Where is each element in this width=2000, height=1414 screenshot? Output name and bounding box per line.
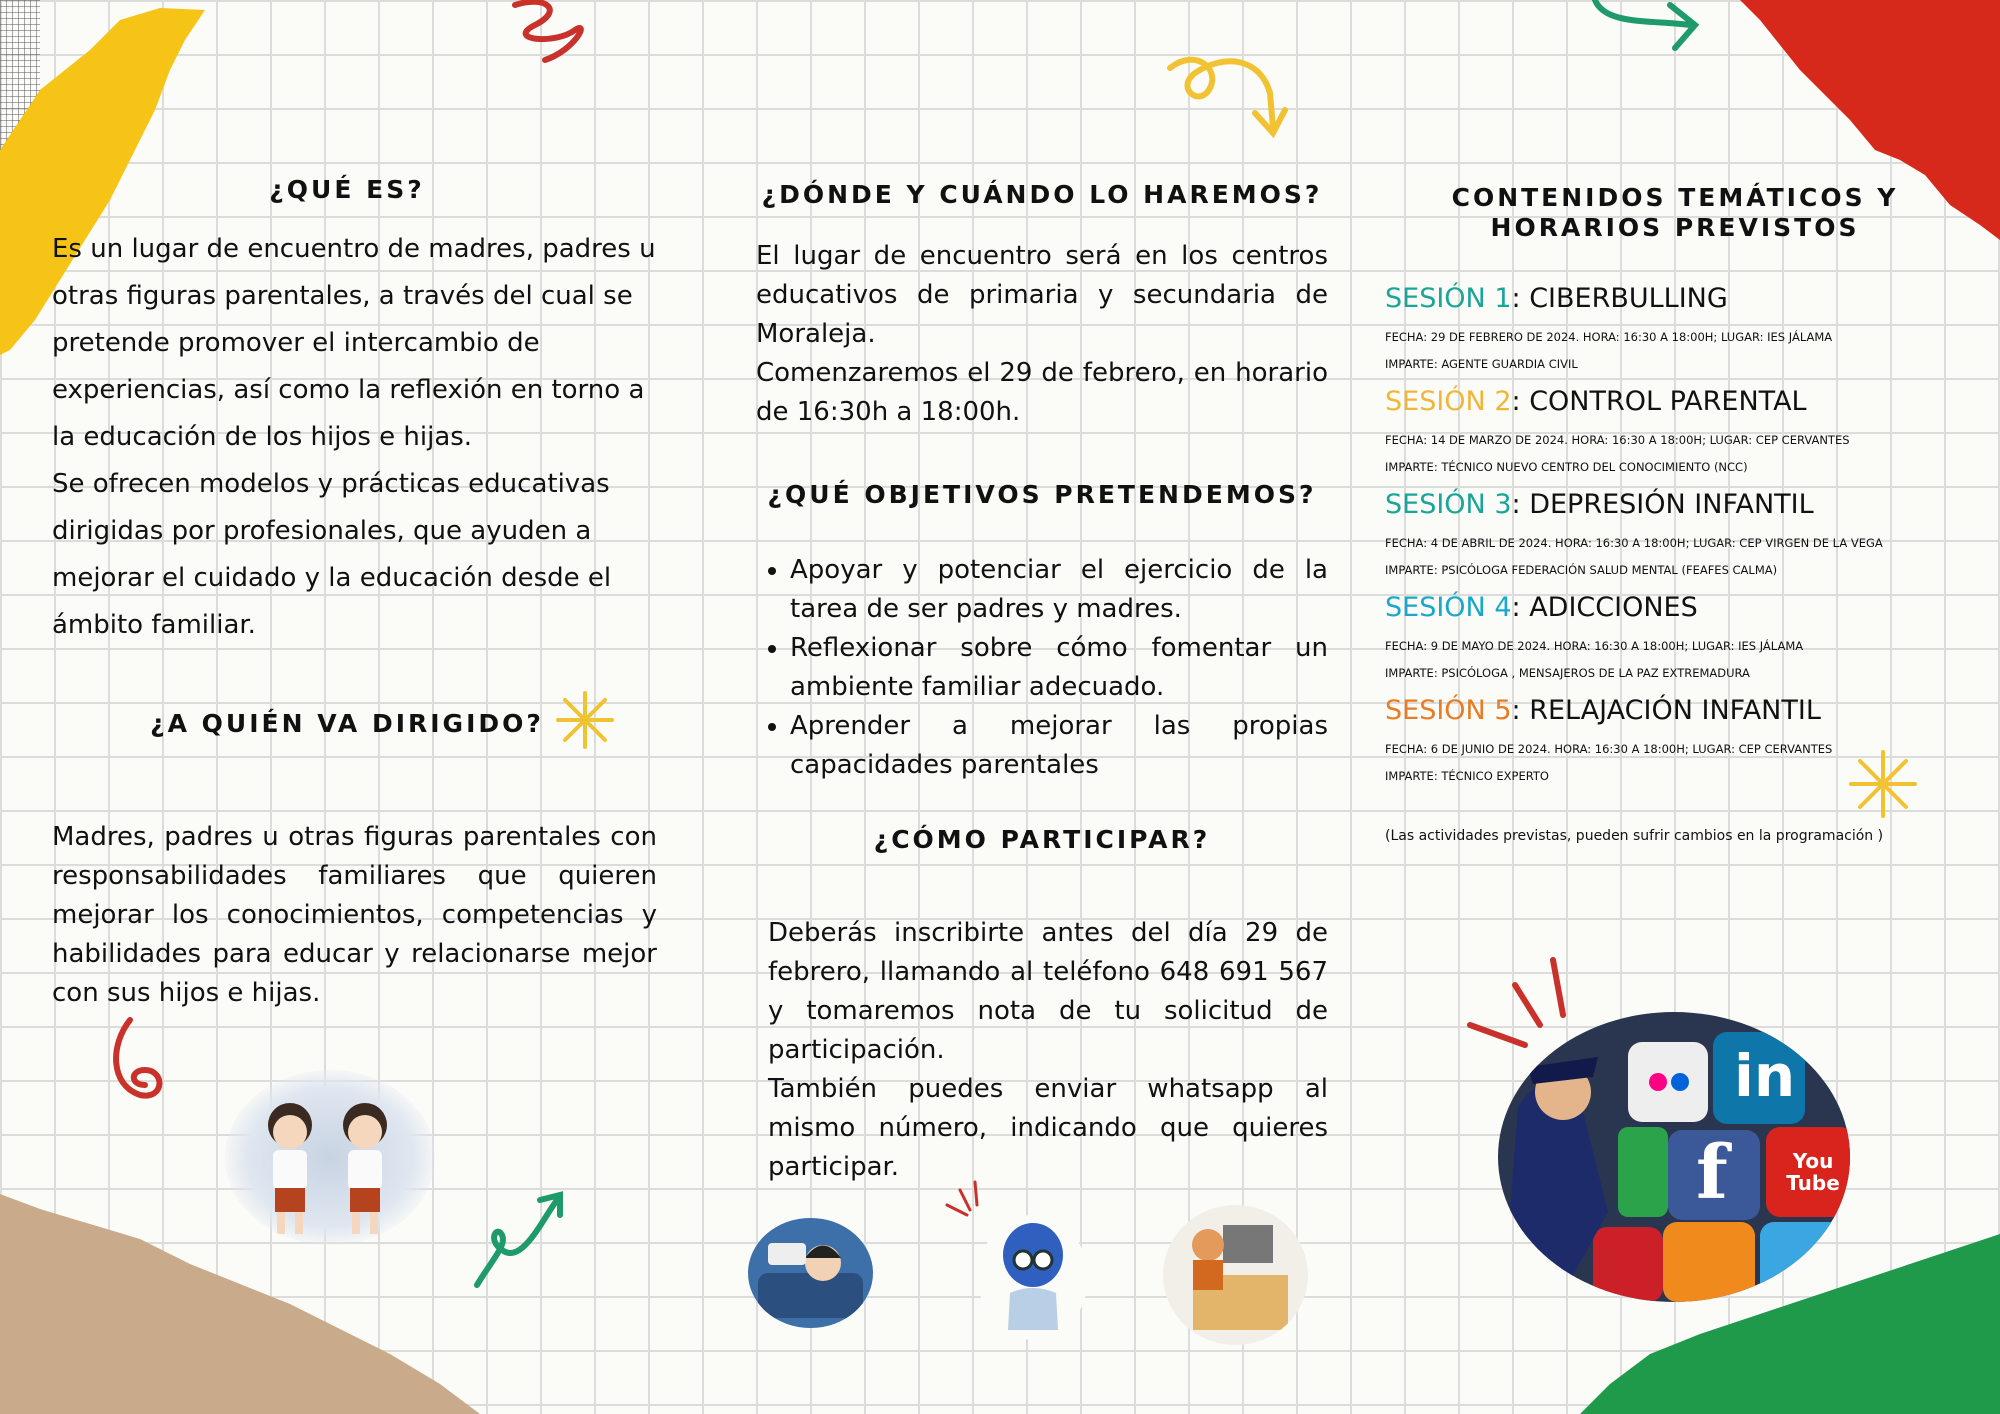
session-topic: : CIBERBULLING	[1511, 283, 1728, 314]
session-date: FECHA: 9 DE MAYO DE 2024. HORA: 16:30 A 18:00H; LUGAR: IES JÁLAMA	[1385, 639, 1804, 653]
session-label: SESIÓN 3	[1385, 489, 1512, 520]
session-date: FECHA: 4 DE ABRIL DE 2024. HORA: 16:30 A 18:00H; LUGAR: CEP VIRGEN DE LA VEGA	[1385, 536, 1883, 550]
what-heading: ¿QUÉ ES?	[269, 175, 425, 204]
session-block	[1385, 386, 1965, 481]
session-topic: : CONTROL PARENTAL	[1511, 386, 1807, 417]
session-block	[1385, 283, 1965, 378]
session-speaker: IMPARTE: TÉCNICO EXPERTO	[1385, 769, 1549, 783]
kids-praying-illustration	[225, 1070, 435, 1245]
session-speaker: IMPARTE: AGENTE GUARDIA CIVIL	[1385, 357, 1578, 371]
column-what	[52, 175, 672, 1013]
session-title	[1385, 283, 1965, 314]
what-paragraph-2: Se ofrecen modelos y prácticas educativas dirigidas por profesionales, que ayuden a mejorar el cuidado y la educación desde el ámbito familiar.	[52, 469, 612, 640]
session-title	[1385, 695, 1965, 726]
person-at-computer-illustration	[1163, 1205, 1308, 1345]
what-paragraph-1: Es un lugar de encuentro de madres, padres u otras figuras parentales, a través del cual se pretende promover el intercambio de experiencias, así como la reflexión en torno a la educación de los hijos e hijas.	[52, 234, 656, 452]
session-block	[1385, 592, 1965, 687]
column-where	[756, 180, 1328, 1187]
green-loop-arrow-doodle	[472, 1190, 572, 1290]
goal-item: • Apoyar y potenciar el ejercicio de la tarea de ser padres y madres.	[790, 551, 1328, 629]
goals-heading: ¿QUÉ OBJETIVOS PRETENDEMOS?	[767, 480, 1317, 509]
sadness-character-illustration	[978, 1215, 1088, 1340]
child-sleeping-illustration	[748, 1218, 873, 1328]
kid-left-icon	[268, 1103, 312, 1234]
where-paragraph-1: El lugar de encuentro será en los centros educativos de primaria y secundaria de Moraleja.	[756, 241, 1328, 349]
session-speaker: IMPARTE: TÉCNICO NUEVO CENTRO DEL CONOCIMIENTO (NCC)	[1385, 460, 1748, 474]
session-title	[1385, 592, 1965, 623]
who-heading: ¿A QUIÉN VA DIRIGIDO?	[150, 709, 544, 738]
social-media-cyber-police-illustration	[1498, 1012, 1850, 1302]
session-label: SESIÓN 4	[1385, 592, 1512, 623]
goals-list	[756, 551, 1328, 785]
session-date: FECHA: 29 DE FEBRERO DE 2024. HORA: 16:30 A 18:00H; LUGAR: IES JÁLAMA	[1385, 330, 1833, 344]
session-speaker: IMPARTE: PSICÓLOGA FEDERACIÓN SALUD MENTAL (FEAFES CALMA)	[1385, 563, 1778, 577]
who-paragraph: Madres, padres u otras figuras parentales con responsabilidades familiares que quieren mejorar los conocimientos, competencias y habilidades para educar y relacionarse mejor con sus hijos e hijas.	[52, 822, 657, 1008]
youtube-icon: You Tube	[1786, 1149, 1840, 1195]
linkedin-icon: in	[1734, 1042, 1796, 1110]
session-date: FECHA: 6 DE JUNIO DE 2024. HORA: 16:30 A 18:00H; LUGAR: CEP CERVANTES	[1385, 742, 1833, 756]
session-block	[1385, 489, 1965, 584]
red-spiral-doodle	[105, 1015, 175, 1105]
session-topic: : DEPRESIÓN INFANTIL	[1511, 489, 1814, 520]
session-topic: : ADICCIONES	[1511, 592, 1698, 623]
how-paragraph-2: También puedes enviar whatsapp al mismo número, indicando que quieres participar.	[768, 1074, 1328, 1182]
session-title	[1385, 386, 1965, 417]
goal-item: • Reflexionar sobre cómo fomentar un ambiente familiar adecuado.	[790, 629, 1328, 707]
how-heading: ¿CÓMO PARTICIPAR?	[873, 825, 1211, 854]
session-label: SESIÓN 1	[1385, 283, 1512, 314]
contents-heading: CONTENIDOS TEMÁTICOS Y HORARIOS PREVISTOS	[1451, 183, 1899, 242]
where-heading: ¿DÓNDE Y CUÁNDO LO HAREMOS?	[761, 180, 1323, 209]
schedule-note: (Las actividades previstas, pueden sufrir cambios en la programación )	[1385, 828, 1884, 844]
facebook-icon: f	[1696, 1130, 1728, 1216]
yellow-curl-arrow-doodle	[1165, 48, 1295, 138]
session-speaker: IMPARTE: PSICÓLOGA , MENSAJEROS DE LA PAZ EXTREMADURA	[1385, 666, 1750, 680]
goal-item: • Aprender a mejorar las propias capacidades parentales	[790, 707, 1328, 785]
session-topic: : RELAJACIÓN INFANTIL	[1511, 695, 1821, 726]
where-paragraph-2: Comenzaremos el 29 de febrero, en horario de 16:30h a 18:00h.	[756, 358, 1328, 427]
green-arrow-doodle	[1590, 0, 1710, 60]
column-contents	[1385, 183, 1965, 844]
red-squiggle-doodle	[505, 0, 595, 70]
session-title	[1385, 489, 1965, 520]
session-block	[1385, 695, 1965, 790]
session-label: SESIÓN 2	[1385, 386, 1512, 417]
kid-right-icon	[343, 1103, 387, 1234]
session-date: FECHA: 14 DE MARZO DE 2024. HORA: 16:30 A 18:00H; LUGAR: CEP CERVANTES	[1385, 433, 1850, 447]
session-label: SESIÓN 5	[1385, 695, 1512, 726]
how-paragraph-1: Deberás inscribirte antes del día 29 de febrero, llamando al teléfono 648 691 567 y tomaremos nota de tu solicitud de participación.	[768, 918, 1328, 1065]
